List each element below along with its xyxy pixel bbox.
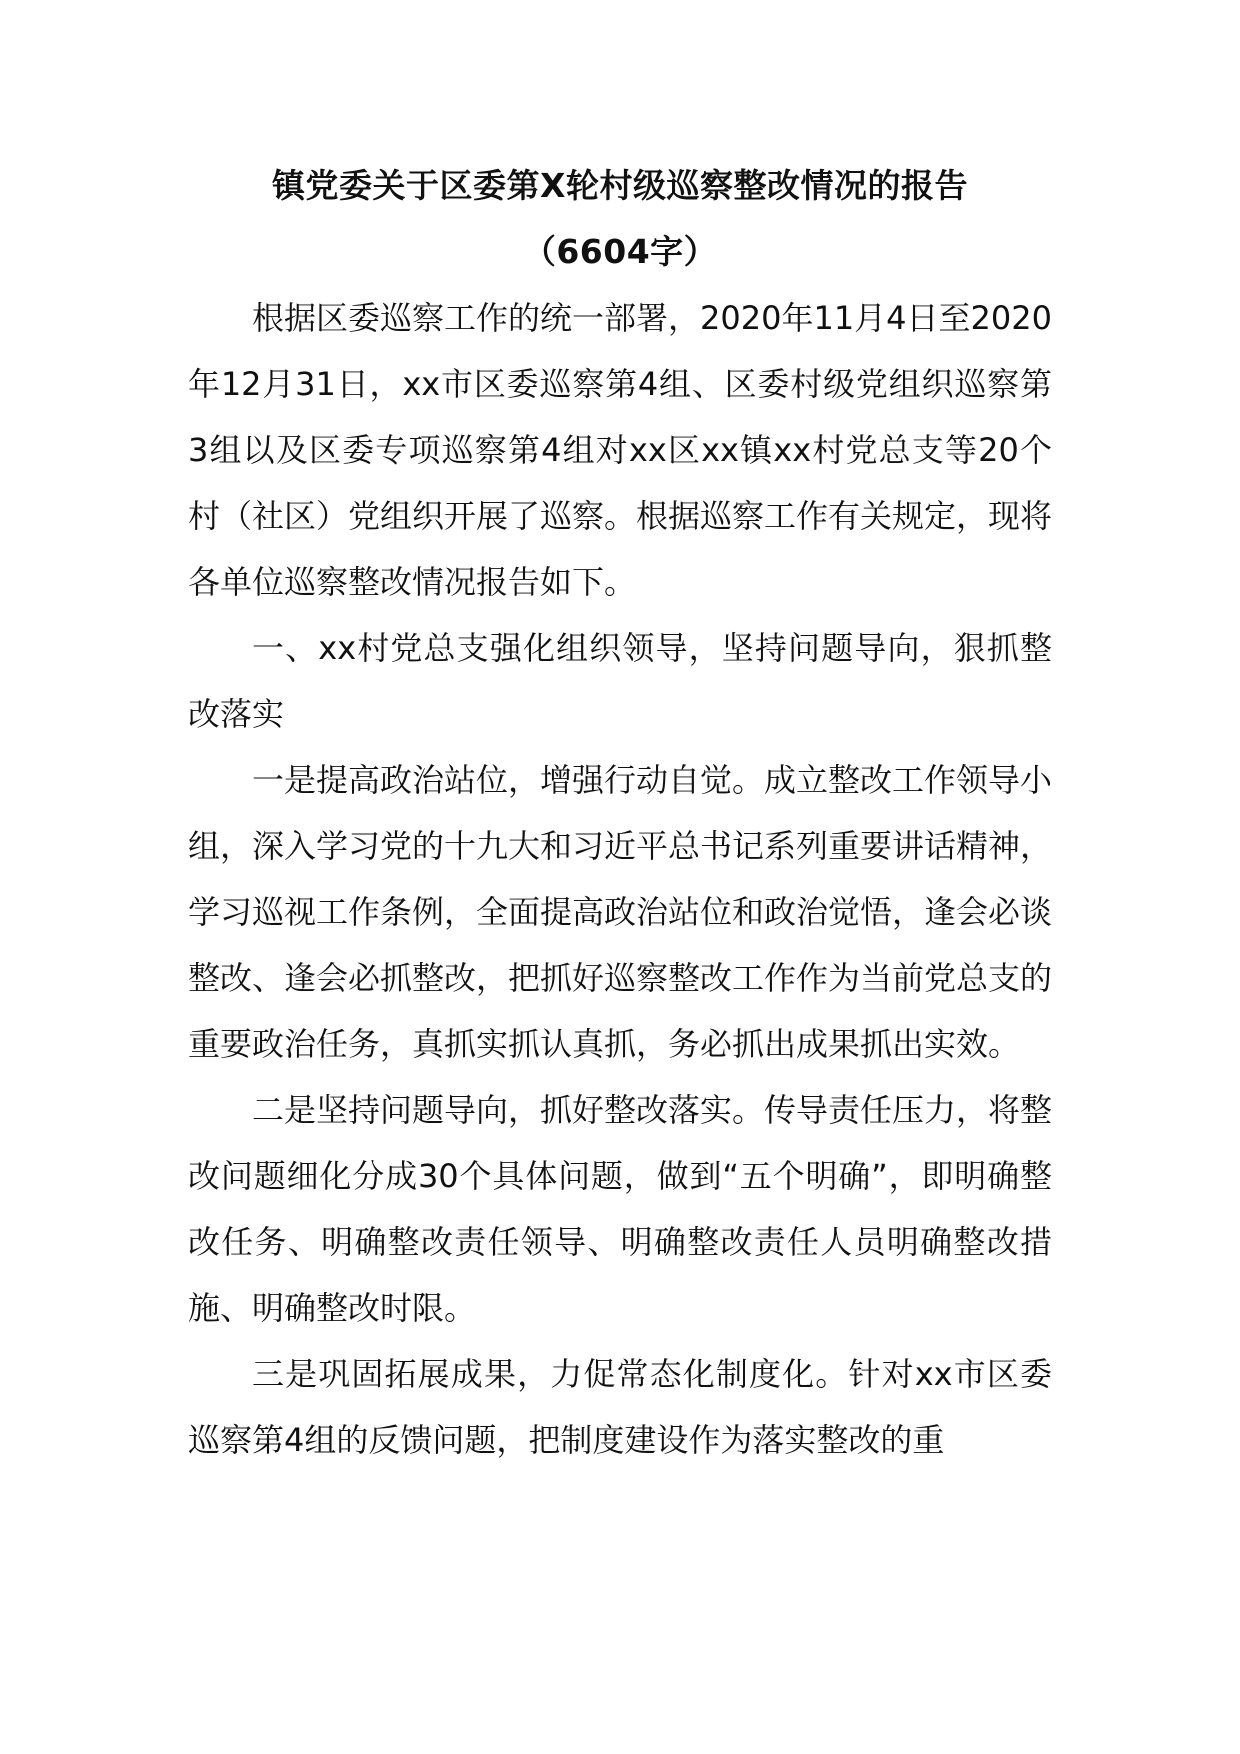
paragraph-intro: 根据区委巡察工作的统一部署，2020年11月4日至2020年12月31日，xx市区委巡察第4组、区委村级党组织巡察第3组以及区委专项巡察第4组对xx区xx镇xx村党总支等20个村（社区）党组织开展了巡察。根据巡察工作有关规定，现将各单位巡察整改情况报告如下。 xyxy=(188,299,1053,601)
paragraph-point-1: 一是提高政治站位，增强行动自觉。成立整改工作领导小组，深入学习党的十九大和习近平总书记系列重要讲话精神，学习巡视工作条例，全面提高政治站位和政治觉悟，逢会必谈整改、逢会必抓整改，把抓好巡察整改工作作为当前党总支的重要政治任务，真抓实抓认真抓，务必抓出成果抓出实效。 xyxy=(188,761,1053,1063)
paragraph-point-2: 二是坚持问题导向，抓好整改落实。传导责任压力，将整改问题细化分成30个具体问题，做到“五个明确”，即明确整改任务、明确整改责任领导、明确整改责任人员明确整改措施、明确整改时限。 xyxy=(188,1091,1053,1327)
document-subtitle: （6604字） xyxy=(522,232,718,271)
document-body xyxy=(188,285,1052,1473)
document-title: 镇党委关于区委第X轮村级巡察整改情况的报告 xyxy=(272,166,968,205)
paragraph-point-3: 三是巩固拓展成果，力促常态化制度化。针对xx市区委巡察第4组的反馈问题，把制度建设作为落实整改的重 xyxy=(188,1355,1052,1459)
section-heading-1: 一、xx村党总支强化组织领导，坚持问题导向，狠抓整改落实 xyxy=(188,629,1052,733)
